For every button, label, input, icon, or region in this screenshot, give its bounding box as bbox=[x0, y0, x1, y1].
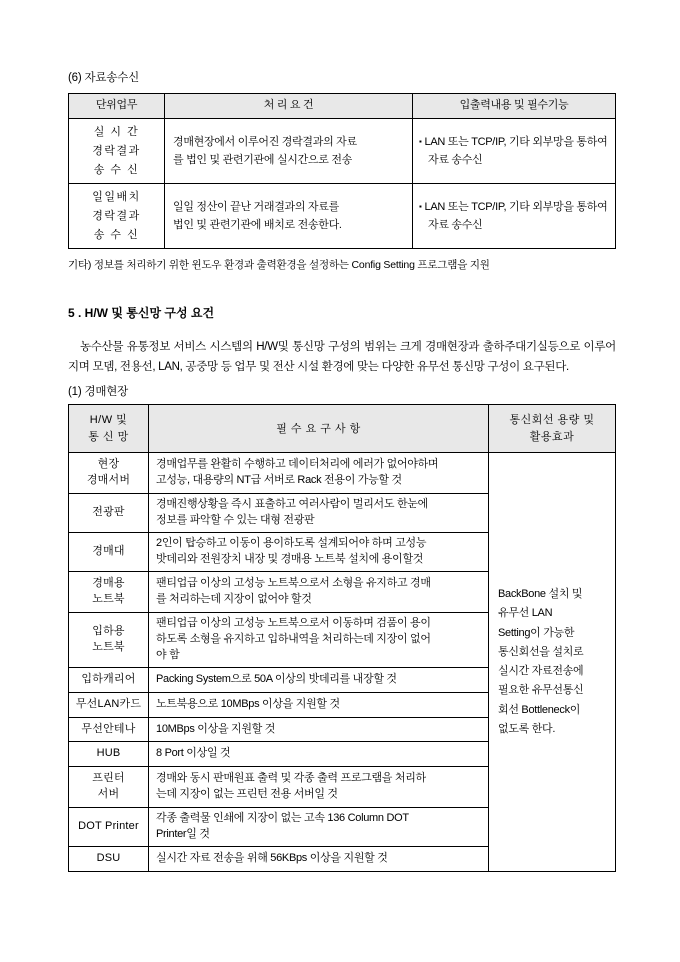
cell-equipment-spec: 경매와 동시 판매원표 출력 및 각종 출력 프로그램을 처리하 는데 지장이 없는 프린턴 전용 서버일 것 bbox=[149, 767, 489, 808]
cell-equipment-name: 현장 경매서버 bbox=[69, 453, 149, 494]
section-6-label: (6) 자료송수신 bbox=[68, 72, 139, 84]
header-processing-requirement: 처 리 요 건 bbox=[165, 94, 413, 119]
document-content bbox=[68, 70, 616, 872]
cell-equipment-spec: 8 Port 이상일 것 bbox=[149, 742, 489, 767]
cell-equipment-name: DOT Printer bbox=[69, 808, 149, 847]
cell-equipment-spec: 경매진행상황을 즉시 표출하고 여러사람이 멀리서도 한눈에 정보를 파악할 수 있는 대형 전광판 bbox=[149, 494, 489, 533]
header-unit-task: 단위업무 bbox=[69, 94, 165, 119]
cell-equipment-spec: 2인이 탑승하고 이동이 용이하도록 설계되어야 하며 고성능 밧데리와 전원장치 내장 및 경매용 노트북 설치에 용이할것 bbox=[149, 533, 489, 572]
cell-equipment-name: 입하용 노트북 bbox=[69, 612, 149, 667]
table-row bbox=[69, 119, 616, 184]
cell-equipment-name: 전광판 bbox=[69, 494, 149, 533]
cell-requirement: 일일 정산이 끝난 거래결과의 자료를 법인 및 관련기관에 배치로 전송한다. bbox=[165, 184, 413, 249]
cell-equipment-spec: 팬티업급 이상의 고성능 노트북으로서 소형을 유지하고 경매 를 처리하는데 지장이 없어야 할것 bbox=[149, 571, 489, 612]
cell-equipment-spec: 노트북용으로 10MBps 이상을 지원할 것 bbox=[149, 692, 489, 717]
cell-io-function: ▪ LAN 또는 TCP/IP, 기타 외부망을 통하여 자료 송수신 bbox=[413, 184, 616, 249]
table-row bbox=[69, 453, 616, 494]
cell-equipment-spec: 10MBps 이상을 지원할 것 bbox=[149, 717, 489, 742]
table-row bbox=[69, 184, 616, 249]
table-header-row bbox=[69, 405, 616, 453]
cell-equipment-name: 무선안테나 bbox=[69, 717, 149, 742]
cell-unit-task: 일일배치 경락결과 송 수 신 bbox=[69, 184, 165, 249]
cell-equipment-name: 경매용 노트북 bbox=[69, 571, 149, 612]
cell-equipment-spec: Packing System으로 50A 이상의 밧데리를 내장할 것 bbox=[149, 667, 489, 692]
section-5-title: 5 . H/W 및 통신망 구성 요건 bbox=[68, 306, 215, 321]
header-io-function: 입출력내용 및 필수기능 bbox=[413, 94, 616, 119]
table-header-row bbox=[69, 94, 616, 119]
cell-equipment-name: 프린터 서버 bbox=[69, 767, 149, 808]
cell-requirement: 경매현장에서 이루어진 경락결과의 자료 를 법인 및 관련기관에 실시간으로 전송 bbox=[165, 119, 413, 184]
cell-equipment-name: 입하캐리어 bbox=[69, 667, 149, 692]
hardware-network-table bbox=[68, 404, 616, 872]
header-hw-network: H/W 및 통 신 망 bbox=[69, 405, 149, 453]
cell-equipment-spec: 팬티업급 이상의 고성능 노트북으로서 이동하며 검품이 용이 하도록 소형을 유지하고 입하내역을 처리하는데 지장이 없어 야 함 bbox=[149, 612, 489, 667]
data-transmission-table bbox=[68, 93, 616, 249]
cell-equipment-name: DSU bbox=[69, 847, 149, 872]
cell-io-function: ▪ LAN 또는 TCP/IP, 기타 외부망을 통하여 자료 송수신 bbox=[413, 119, 616, 184]
cell-network-note: BackBone 설치 및 유무선 LAN Setting이 가능한 통신회선을 설치로 실시간 자료전송에 필요한 유무선통신 회선 Bottleneck이 없도록 한다. bbox=[489, 453, 616, 872]
header-line-capacity: 통신회선 용량 및 활용효과 bbox=[489, 405, 616, 453]
section-5-sub-label: (1) 경매현장 bbox=[68, 386, 129, 399]
cell-equipment-name: HUB bbox=[69, 742, 149, 767]
section-5-paragraph: 농수산물 유통정보 서비스 시스템의 H/W및 통신망 구성의 범위는 크게 경매현장과 출하주대기실등으로 이루어지며 모뎀, 전용선, LAN, 공중망 등 업무 및 전산 시설 환경에 맞는 다양한 유무선 통신망 구성이 요구된다. bbox=[68, 341, 616, 374]
cell-equipment-spec: 경매업무를 완활히 수행하고 데이터처리에 에러가 없어야하며 고성능, 대용량의 NT급 서버로 Rack 전용이 가능할 것 bbox=[149, 453, 489, 494]
cell-equipment-name: 무선LAN카드 bbox=[69, 692, 149, 717]
cell-equipment-spec: 실시간 자료 전송을 위해 56KBps 이상을 지원할 것 bbox=[149, 847, 489, 872]
section-6-note: 기타) 정보를 처리하기 위한 윈도우 환경과 출력환경을 설정하는 Config Setting 프로그램을 지원 bbox=[68, 259, 490, 272]
cell-equipment-name: 경매대 bbox=[69, 533, 149, 572]
cell-unit-task: 실 시 간 경락결과 송 수 신 bbox=[69, 119, 165, 184]
cell-equipment-spec: 각종 출력물 인쇄에 지장이 없는 고속 136 Column DOT Printer일 것 bbox=[149, 808, 489, 847]
header-requirements: 필 수 요 구 사 항 bbox=[149, 405, 489, 453]
